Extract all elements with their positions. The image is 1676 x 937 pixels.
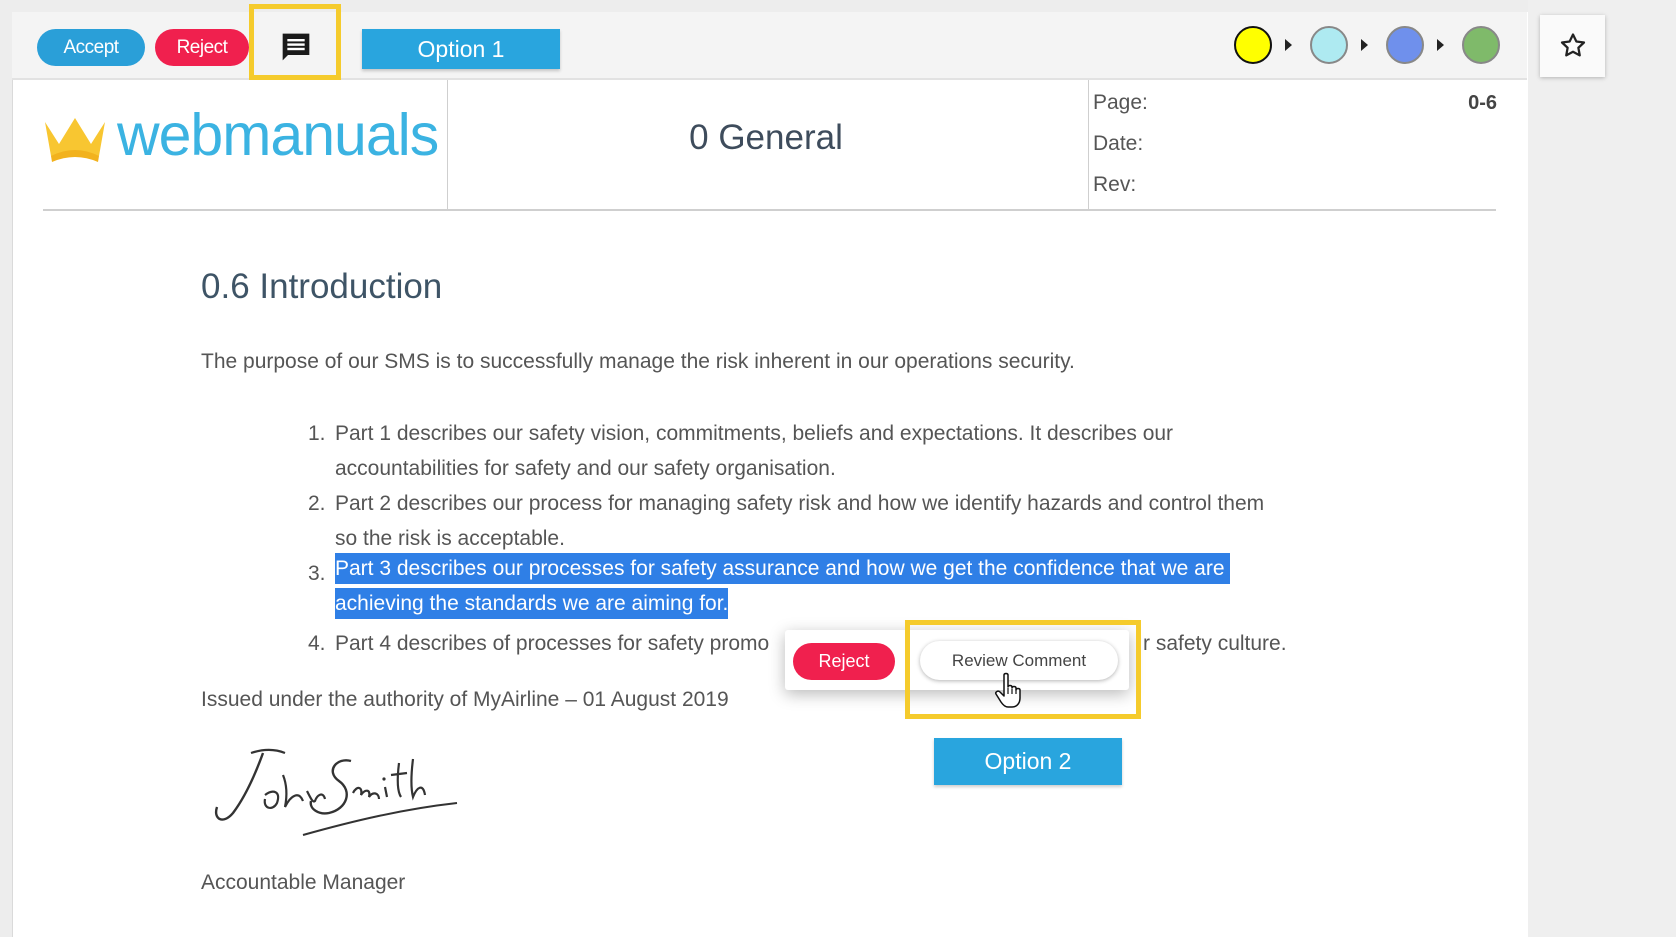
rev-label: Rev: <box>1093 173 1137 196</box>
list-item-text: Part 2 describes our process for managing safety risk and how we identify hazards and control them <box>335 492 1265 515</box>
webmanuals-logo <box>43 102 443 168</box>
section-heading: 0.6 Introduction <box>201 267 443 306</box>
list-number: 3. <box>308 562 326 585</box>
popup-reject-button[interactable]: Reject <box>793 643 895 680</box>
arrow-right-icon <box>1437 39 1444 51</box>
workflow-dot-blue[interactable] <box>1386 26 1424 64</box>
signature-image <box>203 735 463 845</box>
section-title: 0 General <box>689 118 843 157</box>
star-icon <box>1558 31 1588 61</box>
date-label: Date: <box>1093 132 1144 155</box>
list-number: 2. <box>308 492 326 515</box>
issued-statement: Issued under the authority of MyAirline – 01 August 2019 <box>201 688 729 711</box>
option-1-callout: Option 1 <box>362 29 560 69</box>
list-item-text: Part 1 describes our safety vision, commitments, beliefs and expectations. It describes our <box>335 422 1174 445</box>
comment-button[interactable] <box>275 27 317 67</box>
favorite-button[interactable] <box>1540 15 1605 77</box>
selected-text: achieving the standards we are aiming for. <box>335 588 728 619</box>
workflow-dot-yellow[interactable] <box>1234 26 1272 64</box>
workflow-dot-light-cyan[interactable] <box>1310 26 1348 64</box>
selected-text: Part 3 describes our processes for safety assurance and how we get the confidence that we are <box>335 553 1230 584</box>
logo-text: webmanuals <box>117 102 439 168</box>
intro-paragraph: The purpose of our SMS is to successfully manage the risk inherent in our operations security. <box>201 350 1075 373</box>
selected-text-line[interactable] <box>335 557 1230 581</box>
selected-text-line[interactable] <box>335 592 728 616</box>
option-2-callout: Option 2 <box>934 738 1122 785</box>
hand-cursor-icon <box>995 672 1025 713</box>
comment-icon <box>280 31 312 63</box>
arrow-right-icon <box>1285 39 1292 51</box>
crown-icon <box>43 114 107 164</box>
list-number: 1. <box>308 422 326 445</box>
list-item-text: accountabilities for safety and our safety organisation. <box>335 457 836 480</box>
page-value: 0-6 <box>1468 92 1497 114</box>
arrow-right-icon <box>1361 39 1368 51</box>
header-divider <box>1088 80 1089 209</box>
reject-button[interactable]: Reject <box>155 29 249 66</box>
accept-button[interactable]: Accept <box>37 29 145 66</box>
list-number: 4. <box>308 632 326 655</box>
list-item-text: r safety culture. <box>1143 632 1287 655</box>
review-comment-button[interactable]: Review Comment <box>920 641 1118 680</box>
right-sidebar <box>1528 0 1676 937</box>
page-label: Page: <box>1093 91 1148 114</box>
workflow-dot-green[interactable] <box>1462 26 1500 64</box>
list-item-text: Part 4 describes of processes for safety promo <box>335 632 770 655</box>
list-item-text: so the risk is acceptable. <box>335 527 565 550</box>
signatory-title: Accountable Manager <box>201 871 406 894</box>
